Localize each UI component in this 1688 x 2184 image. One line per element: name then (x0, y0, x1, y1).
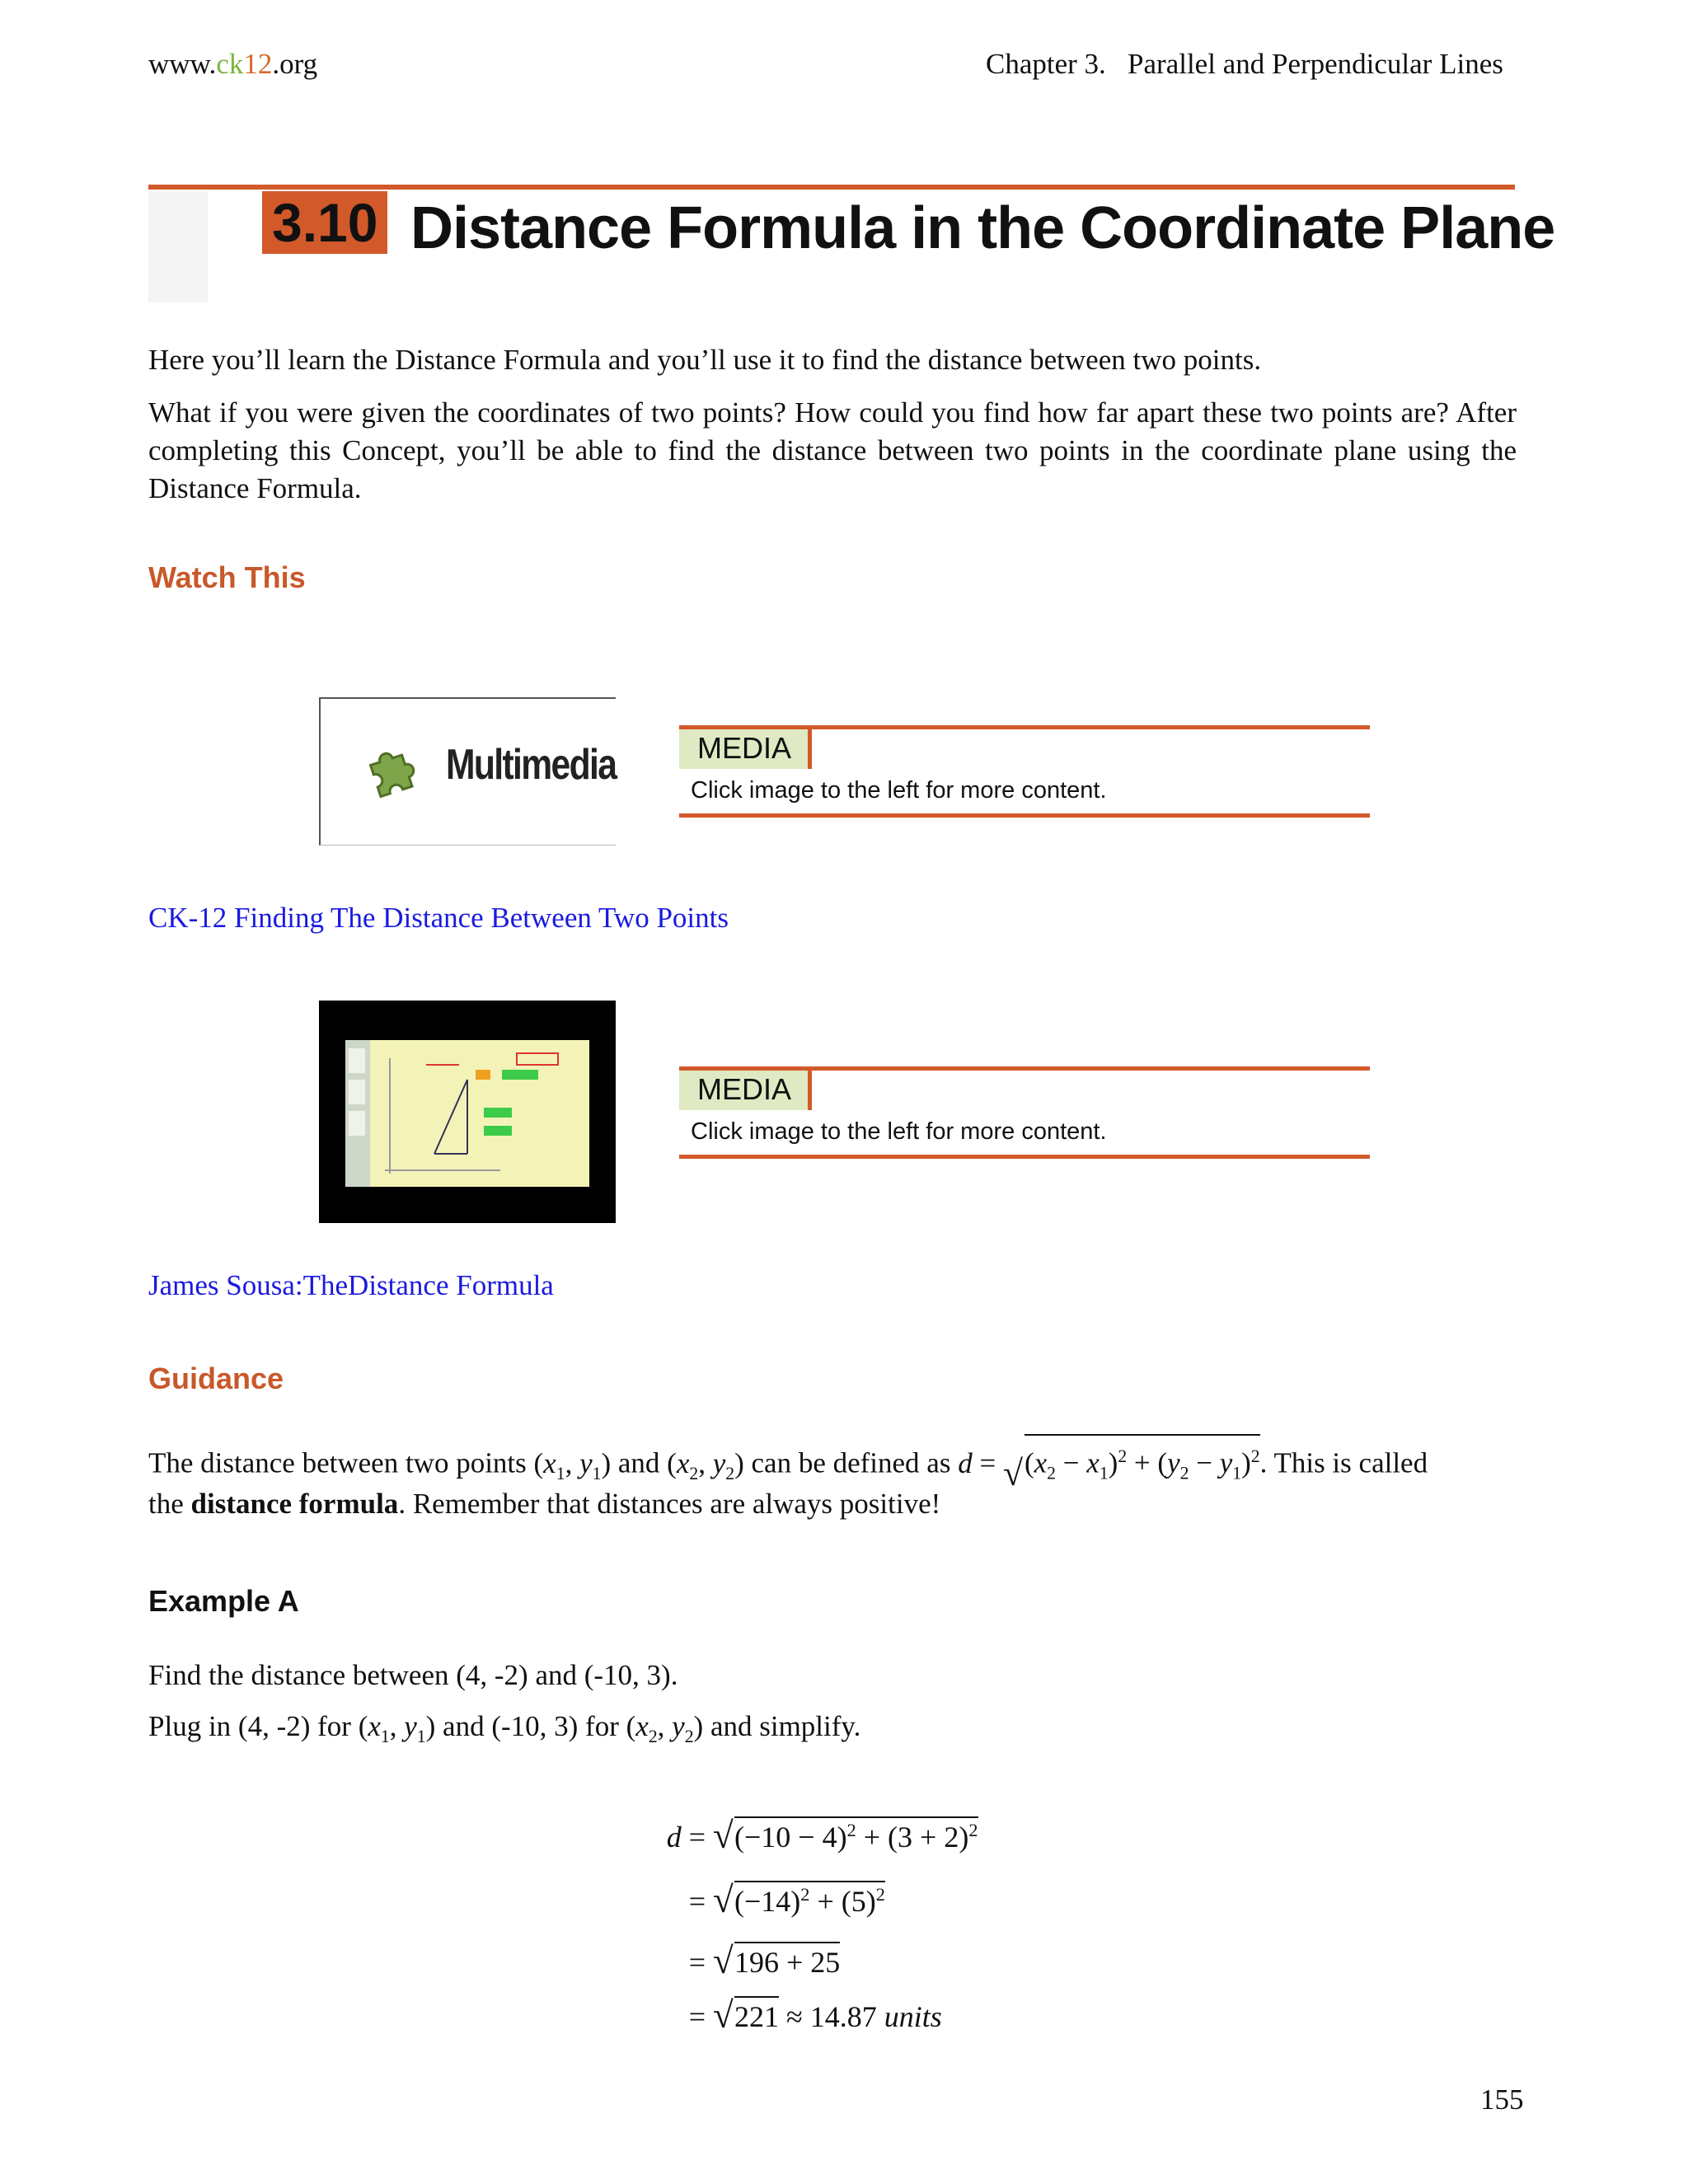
media-caption: Click image to the left for more content. (691, 1118, 1107, 1145)
title-rule (148, 185, 1515, 190)
distance-formula-term: distance formula (190, 1488, 399, 1520)
whiteboard-image (319, 1001, 616, 1223)
example-a-instruction: Plug in (4, -2) for ($x_1$, $y_1$) and (-10, 3) for ($x_2$, $y_2$) and simplify. (148, 1710, 861, 1746)
example-a-heading: Example A (148, 1584, 299, 1618)
media-box-1 (679, 725, 1370, 818)
media-tag: MEDIA (679, 729, 812, 769)
video-thumbnail[interactable] (319, 1001, 616, 1223)
example-a-prompt: Find the distance between (4, -2) and (-10, 3). (148, 1659, 678, 1691)
sqrt-symbol: √ $(x_2 - x_1)^2 + (y_2 - y_1)^2$ (1003, 1434, 1260, 1493)
puzzle-icon (357, 733, 431, 808)
page-number: 155 (1480, 2083, 1524, 2116)
video-link-ck12[interactable]: CK-12 Finding The Distance Between Two Points (148, 902, 729, 934)
chapter-header: Chapter 3. Parallel and Perpendicular Lines (986, 48, 1503, 80)
watch-heading: Watch This (148, 560, 306, 594)
section-title: Distance Formula in the Coordinate Plane (410, 195, 1555, 261)
intro-paragraph-1: Here you’ll learn the Distance Formula and you’ll use it to find the distance between two points. (148, 344, 1262, 376)
site-url[interactable]: www.ck12.org (148, 48, 318, 80)
guidance-heading: Guidance (148, 1361, 284, 1395)
guidance-line-1: The distance between two points ($x_1$, $y_1$) and ($x_2$, $y_2$) can be defined as d = √ $(x_2 - x_1)^2 + (y_2 - y_1)^2$. This is called (148, 1434, 1517, 1493)
media-box-2 (679, 1066, 1370, 1159)
multimedia-label: Multimedia (446, 741, 617, 789)
equation-line-1: d = √ $(-10 - 4)^2 + (3 + 2)^2$ (666, 1815, 978, 1856)
equation-line-4: = √ 221 ≈ 14.87 units (688, 1994, 942, 2036)
section-number: 3.10 (262, 191, 387, 254)
title-shade (148, 191, 208, 302)
intro-paragraph-2: What if you were given the coordinates of two points? How could you find how far apart these two points are? After completing this Concept, you’ll be able to find the distance between two points in the coordinate plane using the Distance Formula. (148, 396, 1517, 504)
media-caption: Click image to the left for more content. (691, 777, 1107, 804)
media-tag: MEDIA (679, 1071, 812, 1110)
equation-line-2: = √ $(-14)^2 + (5)^2$ (688, 1879, 885, 1920)
equation-line-3: = √ 196 + 25 (688, 1940, 841, 1981)
video-link-sousa[interactable]: James Sousa:TheDistance Formula (148, 1269, 554, 1301)
guidance-line-2: the distance formula. Remember that distances are always positive! (148, 1488, 941, 1520)
multimedia-thumbnail[interactable] (319, 697, 616, 846)
